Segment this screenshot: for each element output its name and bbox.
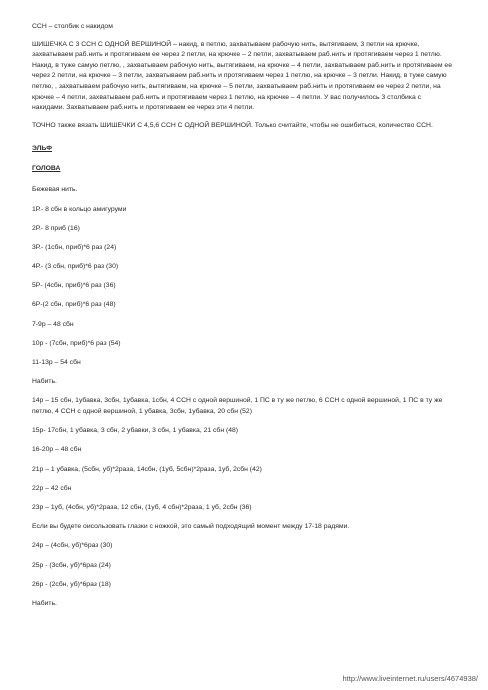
pattern-row: 5Р- (4сбн, приб)*6 раз (36)	[32, 282, 116, 290]
stuff-note: Набить.	[32, 378, 57, 386]
eyes-note: Если вы будете оисользовать глазки с ножкой, это самый подходящий момент между 17-18 радями.	[32, 523, 350, 531]
pattern-row: 25р - (3сбн, уб)*6раз (24)	[32, 561, 111, 569]
pattern-row: 21р – 1 убавка, (5сбн, уб)*2раза, 14сбн, (1уб, 5сбн)*2раза, 1уб, 2сбн (42)	[32, 465, 262, 473]
pattern-row: 4Р.- (3 сбн, приб)*6 раз (30)	[32, 263, 119, 271]
source-url: http://www.liveinternet.ru/users/4674938/	[342, 674, 478, 683]
document-page	[32, 22, 452, 618]
pattern-row: 23р – 1уб, (4сбн, уб)*2раза, 12 сбн, (1уб, 4 сбн)*2раза, 1 уб, 2сбн (36)	[32, 503, 252, 511]
yarn-note: Бежевая нить.	[32, 186, 78, 194]
pattern-row: 15р- 17сбн, 1 убавка, 3 сбн, 2 убавки, 3 сбн, 1 убавка, 21 сбн (48)	[32, 427, 239, 435]
pattern-row: 6Р-(2 сбн, приб)*6 раз (48)	[32, 301, 116, 309]
heading-head: ГОЛОВА	[32, 165, 61, 173]
pattern-row: 3Р.- (1сбн, приб)*6 раз (24)	[32, 243, 117, 251]
pattern-row: 14р – 15 сбн, 1убавка, 3сбн, 1убавка, 1сбн, 4 ССН с одной вершиной, 1 ПС в ту же петлю, 6 ССН с одной вершиной, 1 ПС в ту же петлю, 4 ССН с одной вершиной, 1 убавка, 3сбн, 1убавка, 20 сбн (52)	[32, 397, 443, 415]
pattern-row: 7-9р – 48 сбн	[32, 320, 74, 328]
pattern-row: 1Р.- 8 сбн в кольцо амигуруми	[32, 205, 127, 213]
stuff-note: Набить.	[32, 599, 57, 607]
pattern-row: 11-13р – 54 сбн	[32, 359, 81, 367]
shishechka-text: – накид, в петлю, захватываем рабочую нить, вытягиваем, 3 петли на крючке, захватываем раб.нить и протягиваем ее через 2 петли, на крючке – 2 петли, захватываем раб.нить и протягиваем через 1 петлю. Накид, в туже самую петлю, , захватываем рабочую нить, вытягиваем, на крючке – 4 петли, захватываем раб.нить и протягиваем ее через 2 петли, на крючке – 3 петли, захватываем раб.нить и протягиваем через 1 петлю, на крючке – 3 петли. Накид, в туже самую петлю, , захватываем рабочую нить, вытягиваем, на крючке – 5 петли, захватываем раб.нить и протягиваем ее через 2 петли, на крючке – 4 петли, захватываем раб.нить и протягиваем через 1 петлю, на крючке – 4 петли. У вас получилось 3 столбика с накидами. Захватываем раб.нить и протягиваем ее через эти 4 петли.	[32, 40, 452, 112]
heading-elf: ЭЛЬФ	[32, 145, 53, 153]
pattern-row: 24р – (4сбн, уб)*6раз (30)	[32, 542, 113, 550]
pattern-row: 16-20р – 48 сбн	[32, 446, 82, 454]
also-paragraph: ТОЧНО также вязать ШИШЕЧКИ С 4,5,6 ССН С ОДНОЙ ВЕРШИНОЙ. Только считайте, чтобы не ошибиться, количество ССН.	[32, 121, 433, 129]
pattern-row: 26р - (2сбн, уб)*6раз (18)	[32, 580, 111, 588]
definition-line: ССН – столбик с накидом	[32, 23, 113, 30]
shishechka-paragraph	[32, 40, 452, 114]
pattern-row: 22р – 42 сбн	[32, 484, 72, 492]
shishechka-title: ШИШЕЧКА С 3 ССН С ОДНОЙ ВЕРШИНОЙ	[32, 40, 172, 48]
pattern-row: 10р - (7сбн, приб)*6 раз (54)	[32, 339, 121, 347]
pattern-row: 2Р.- 8 приб (16)	[32, 224, 80, 232]
